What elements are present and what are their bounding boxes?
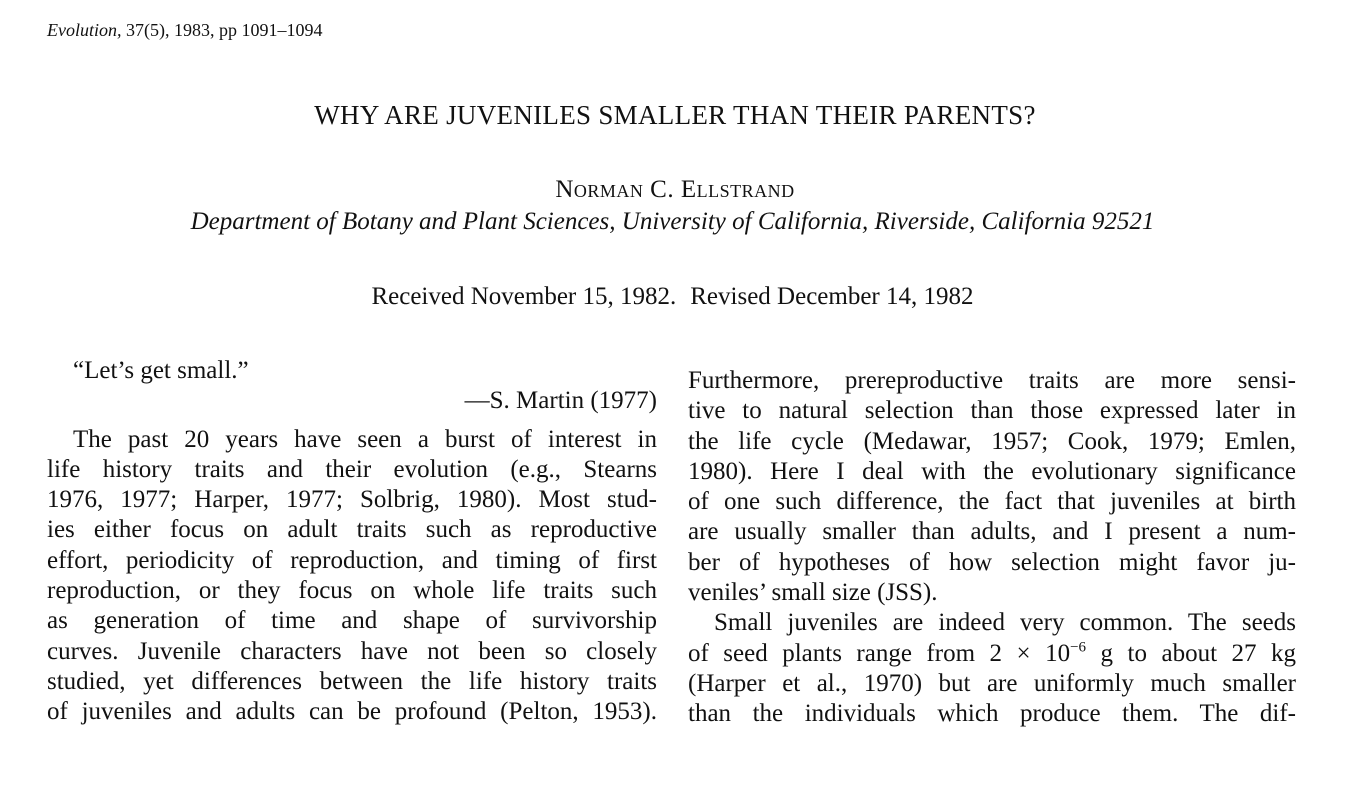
body-line: are usually smaller than adults, and I present a num- [688,518,1296,546]
body-line: the life cycle (Medawar, 1957; Cook, 1979; Emlen, [688,427,1296,455]
received-date: Received November 15, 1982. [371,283,677,310]
article-title: WHY ARE JUVENILES SMALLER THAN THEIR PARENTS? [314,100,1036,130]
right-column [688,366,1296,730]
body-line: Furthermore, prereproductive traits are more sensi- [688,367,1296,394]
body-line: than the individuals which produce them. The dif- [688,700,1296,728]
body-line: tive to natural selection than those expressed later in [688,397,1296,425]
body-line: Small juveniles are indeed very common. The seeds [714,609,1296,637]
body-line: of juveniles and adults can be profound (Pelton, 1953). [47,698,657,726]
body-line: of one such difference, the fact that juveniles at birth [688,488,1296,516]
received-dates [0,283,1345,311]
volume-pages: 37(5), 1983, pp 1091–1094 [126,20,323,40]
author-affiliation: Department of Botany and Plant Sciences, University of California, Riverside, California 92521 [190,208,1155,235]
author-name: Norman C. Ellstrand [555,176,795,203]
body-line: reproduction, or they focus on whole life traits such [47,577,657,605]
epigraph-quote: “Let’s get small.” [73,357,249,384]
seed-line-text: of seed plants range from 2 × 10 [688,639,1071,667]
journal-citation [47,20,323,41]
body-line: life history traits and their evolution (e.g., Stearns [47,455,657,483]
body-line: (Harper et al., 1970) but are uniformly much smaller [688,669,1296,697]
journal-name: Evolution, [47,20,122,40]
revised-date: Revised December 14, 1982 [690,283,974,310]
exponent: −6 [1070,639,1087,656]
body-line: veniles’ small size (JSS). [688,579,938,607]
left-column [47,356,657,728]
seed-line-text-end: g to about 27 kg [1086,639,1296,667]
body-line: curves. Juvenile characters have not been so closely [47,637,657,665]
body-line-with-exponent [688,639,1296,669]
body-line: The past 20 years have seen a burst of interest in [73,425,657,453]
body-line: ber of hypotheses of how selection might favor ju- [688,548,1296,576]
body-line: studied, yet differences between the life history traits [47,667,657,695]
epigraph-attribution: —S. Martin (1977) [464,387,657,415]
body-line: effort, periodicity of reproduction, and timing of first [47,546,657,574]
body-line: 1980). Here I deal with the evolutionary significance [688,457,1296,485]
body-line: 1976, 1977; Harper, 1977; Solbrig, 1980). Most stud- [47,486,657,514]
body-line: ies either focus on adult traits such as reproductive [47,516,657,544]
body-line: as generation of time and shape of survivorship [47,607,657,635]
